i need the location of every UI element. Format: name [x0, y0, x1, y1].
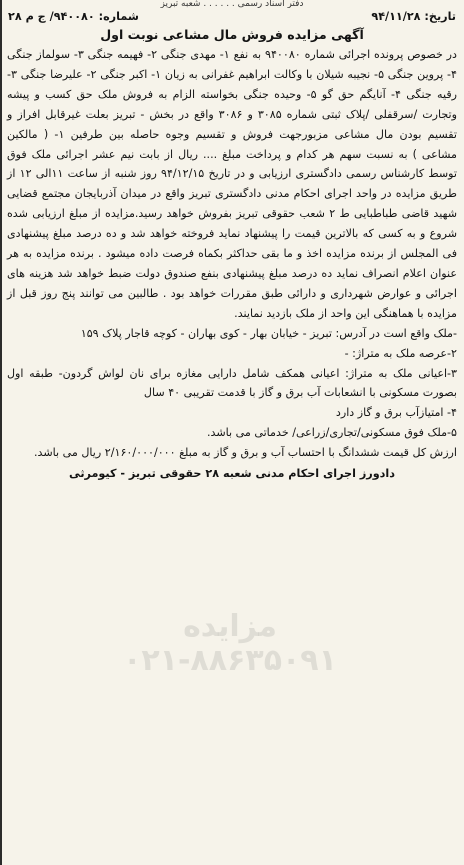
valuation-item: ارزش کل قیمت ششدانگ با احتساب آب و برق و گاز به مبلغ ۲/۱۶۰/۰۰۰/۰۰۰ ریال می باشد. [34, 446, 457, 460]
utilities-item: ۴- امتیازآب برق و گاز دارد [335, 406, 457, 420]
date-line: تاریخ: ۹۴/۱۱/۲۸ [371, 10, 456, 23]
page-edge-line [0, 0, 2, 865]
main-paragraph: در خصوص پرونده اجرائی شماره ۹۴۰۰۸۰ به نفع ۱- مهدی جنگی ۲- فهیمه جنگی ۳- سولماز جنگی ۴- پروین جنگی ۵- نجیبه شیلان با وکالت ابراهیم غفرانی به زیان ۱- اکبر جنگی ۲- علیرضا جنگی ۳- رقیه جنگی ۴- آنایگم حق گو ۵- وحیده جنگی بخواسته الزام به فروش ملک حق کسب و پیشه وتجارت /سرقفلی /پلاک ثبتی شماره ۳۰۸۵ و ۳۰۸۶ واقع در بخش - تبریز بعلت غیرقابل افراز و تقسیم بودن مال مشاعی مزبورجهت فروش و تقسیم وجوه حاصله بین طرفین ۱- ( مالکین مشاعی ) به نسبت سهم هر کدام و پرداخت مبلغ .... ریال از بابت نیم عشر اجرائی ملک فوق توسط کارشناس رسمی دادگستری ارزیابی و در تاریخ ۹۴/۱۲/۱۵ روز شنبه از ساعت ۱۱الی ۱۲ از طریق مزایده در واحد اجرای احکام مدنی دادگستری تبریز واقع در میدان آذربایجان مجتمع قضایی شهید قاضی طباطبایی ط ۲ شعب حقوقی تبریز بفروش خواهد رسید.مزایده از مبلغ ارزیابی شده شروع و به کسی که بالاترین قیمت را پیشنهاد نماید فروخته خواهد شد و ده درصد مبلغ پیشنهادی فی المجلس از برنده مزایده اخذ و ما بقی حداکثر بکماه فرصت داده میشود . برنده مزایده به هر عنوان اعلام انصراف نماید ده درصد مبلغ پیشنهادی بنفع صندوق دولت ضبط خواهد شد هزینه های اجرائی و عوارض شهرداری و دارائی طبق مقررات خواهد بود . طالبین می توانند پنج روز قبل از مزایده با هماهنگی این واحد از ملک بازدید نمایند. [7, 48, 458, 320]
building-area-item: ۳-اعیانی ملک به متراژ: اعیانی همکف شامل دارایی مغازه برای نان لواش گردون- طبقه اول بصورت مسکونی با انشعابات آب برق و گاز با قدمت تقریبی ۴۰ سال [7, 366, 457, 400]
notice-title: آگهی مزایده فروش مال مشاعی نوبت اول [100, 27, 364, 42]
signature-line: دادورز اجرای احکام مدنی شعبه ۲۸ حقوقی تبریز - کیومرثی [69, 467, 395, 481]
usage-item: ۵-ملک فوق مسکونی/تجاری/زراعی/ خدماتی می باشد. [206, 426, 457, 440]
meta-line [0, 8, 464, 23]
number-line: شماره: ۹۴۰۰۸۰/ ج م ۲۸ [8, 10, 139, 23]
notice-body [0, 45, 464, 463]
watermark: مزایده ۰۲۱-۸۸۶۳۵۰۹۱ [123, 609, 337, 678]
top-strip-text: دفتر اسناد رسمی . . . . . . شعبه تبریز [160, 0, 304, 8]
land-area-item: ۲-عرصه ملک به متراژ: - [344, 346, 457, 360]
address-paragraph: -ملک واقع است در آدرس: تبریز - خیابان بهار - کوی بهاران - کوچه قاجار پلاک ۱۵۹ [80, 326, 457, 340]
